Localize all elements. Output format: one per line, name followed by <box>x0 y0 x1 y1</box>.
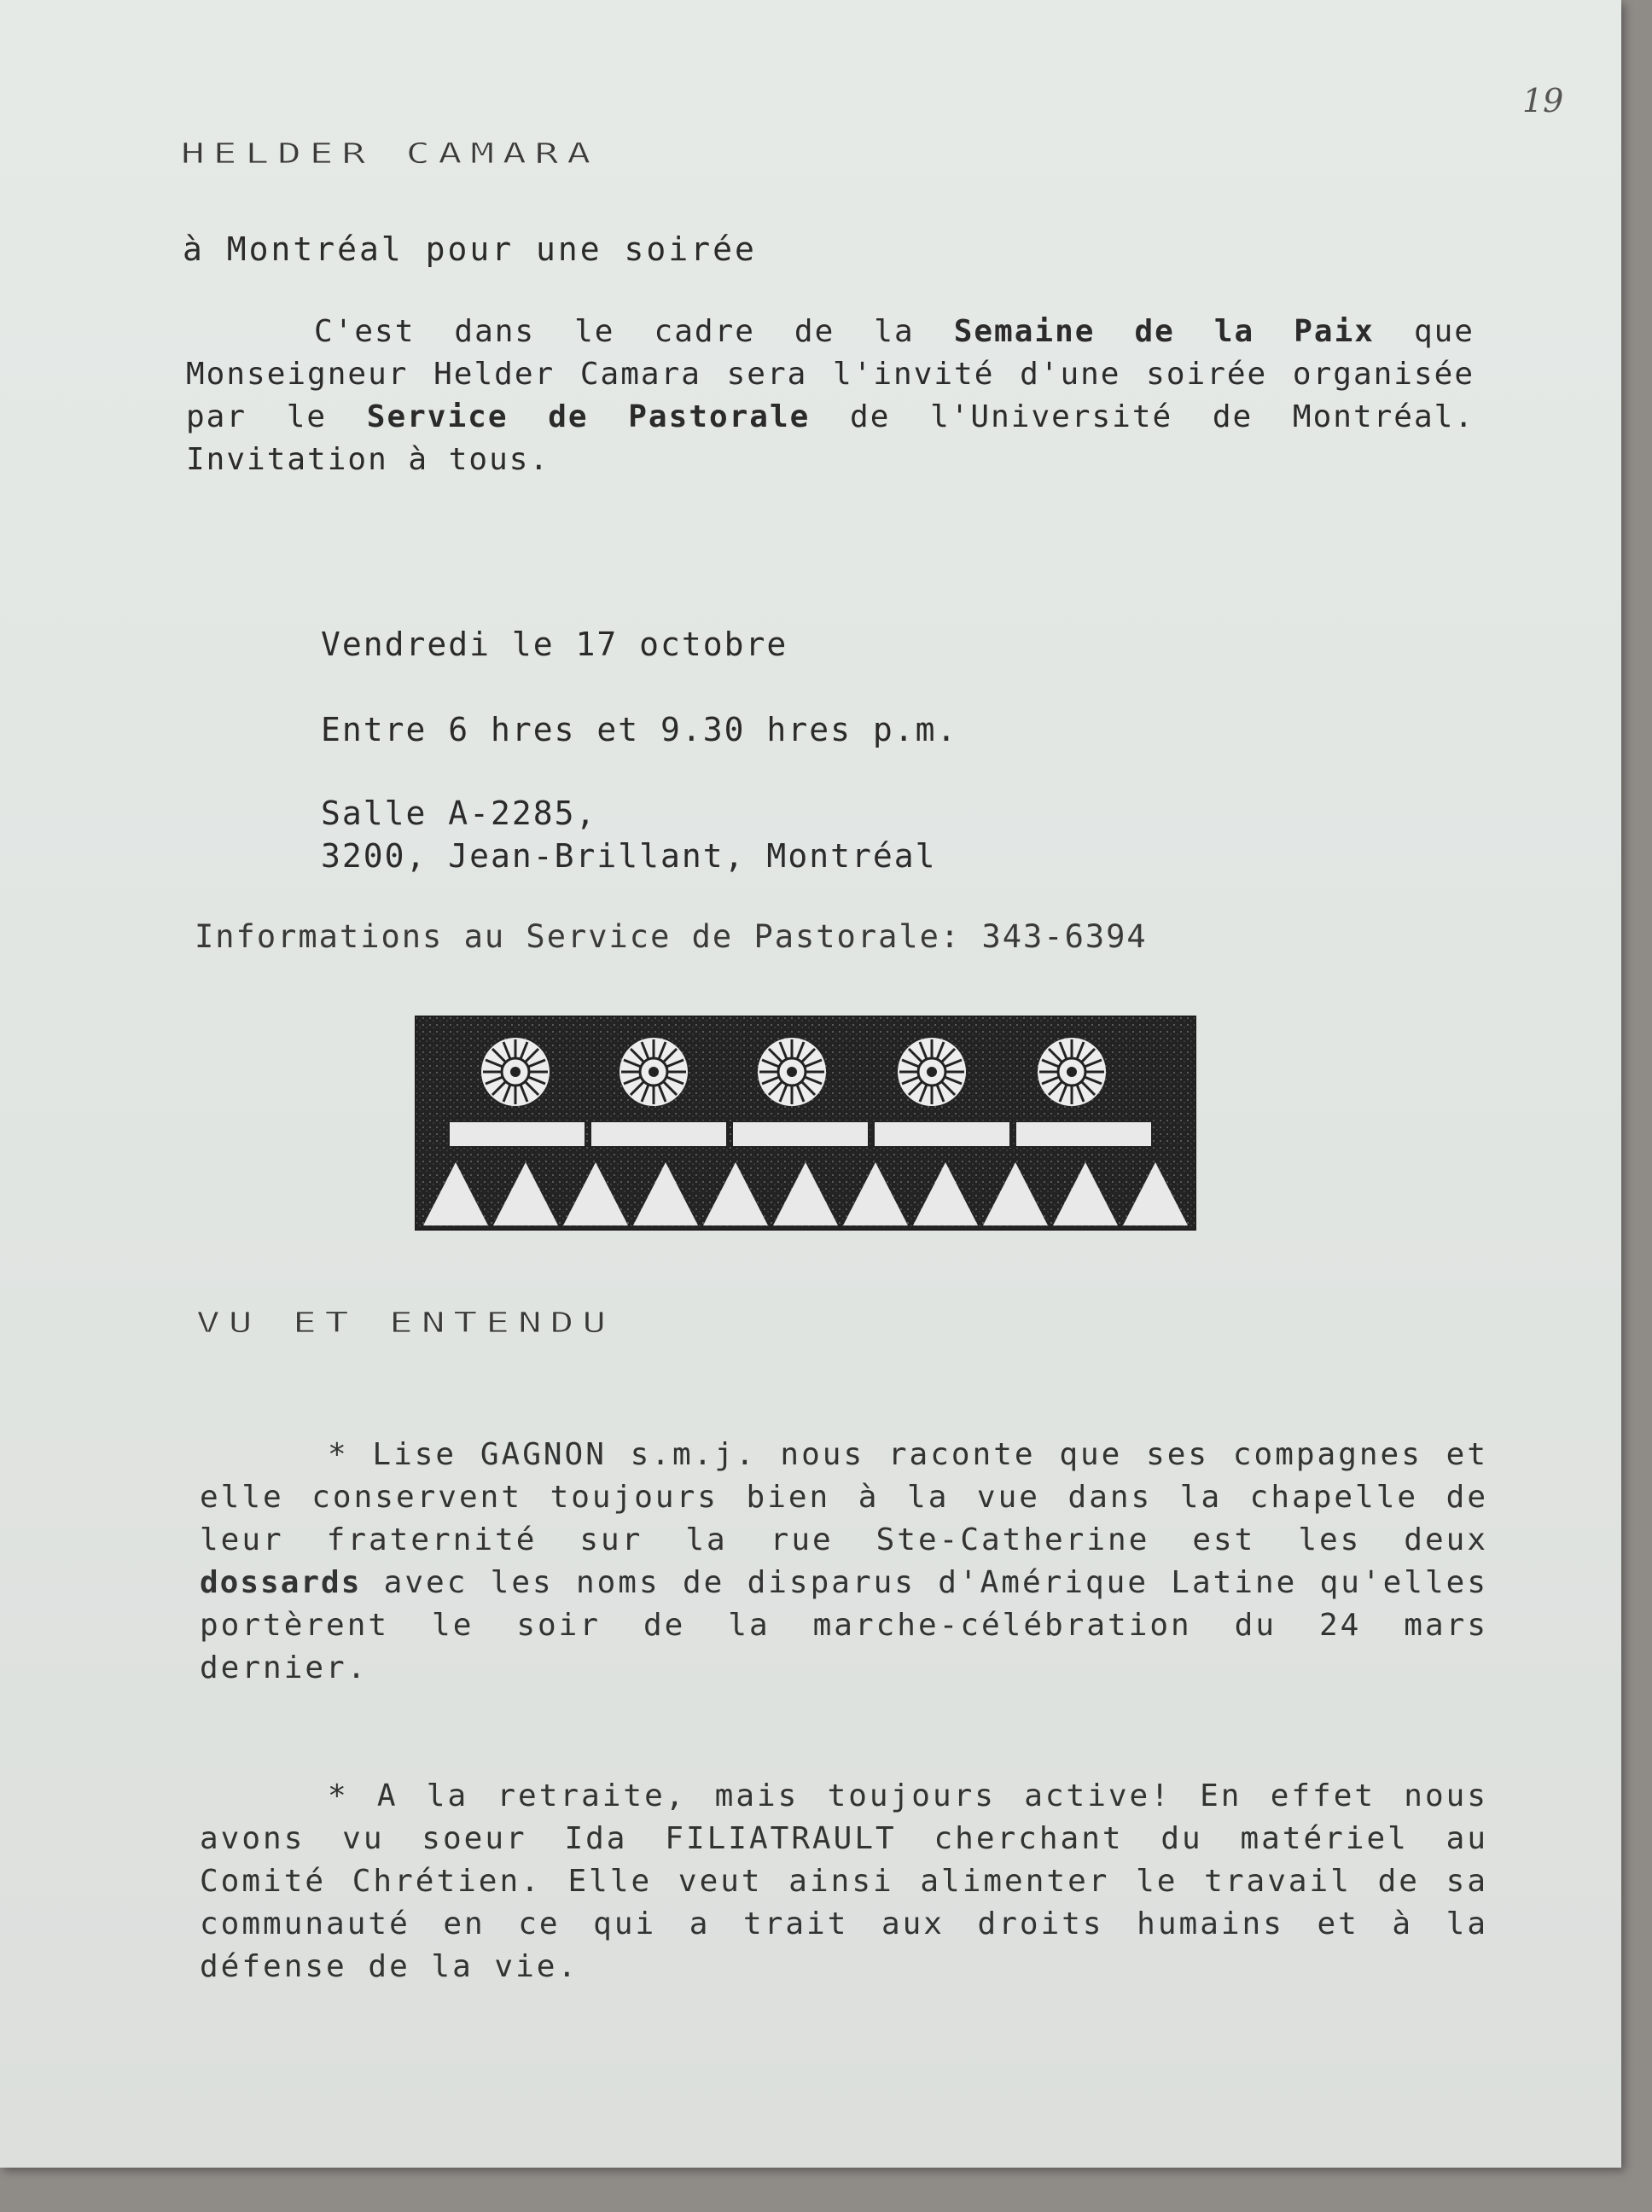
item-bold-text: dossards <box>200 1565 362 1600</box>
body-bold-text: Service de Pastorale <box>366 399 811 434</box>
news-item-1 <box>200 1434 1488 1690</box>
event-address: 3200, Jean-Brillant, Montréal <box>321 837 937 875</box>
page-number: 19 <box>1522 82 1564 119</box>
event-room: Salle A-2285, <box>321 795 597 832</box>
event-date: Vendredi le 17 octobre <box>321 626 788 663</box>
body-text: de l'Université de Montréal. Invitation à tous. <box>186 399 1475 477</box>
body-bold-text: Semaine de la Paix <box>953 314 1375 349</box>
item-text: * Lise GAGNON s.m.j. nous raconte que ses compagnes et elle conservent toujours bien à la vue dans la chapelle de leur fraternité sur la rue Ste-Catherine est les deux <box>200 1437 1488 1557</box>
article-heading: HELDER CAMARA <box>181 137 600 170</box>
brick-row <box>449 1121 1152 1147</box>
event-time: Entre 6 hres et 9.30 hres p.m. <box>321 711 958 748</box>
body-text: C'est dans le cadre de la <box>314 314 954 349</box>
ornament-banner <box>415 1016 1196 1231</box>
article-subtitle: à Montréal pour une soirée <box>183 230 757 268</box>
info-line: Informations au Service de Pastorale: 343-6394 <box>195 918 1148 955</box>
news-item-2: * A la retraite, mais toujours active! En effet nous avons vu soeur Ida FILIATRAULT cherchant du matériel au Comité Chrétien. Elle veut ainsi alimenter le travail de sa communauté en ce qui a trait aux droits humains et à la défense de la vie. <box>200 1778 1488 1984</box>
article-body <box>186 311 1475 481</box>
section-heading: VU ET ENTENDU <box>196 1306 615 1339</box>
item-text: avec les noms de disparus d'Amérique Latine qu'elles portèrent le soir de la marche-célébration du 24 mars dernier. <box>200 1565 1488 1685</box>
body-text: que Monseigneur Helder Camara sera l'invité d'une soirée organisée par le <box>186 314 1475 434</box>
